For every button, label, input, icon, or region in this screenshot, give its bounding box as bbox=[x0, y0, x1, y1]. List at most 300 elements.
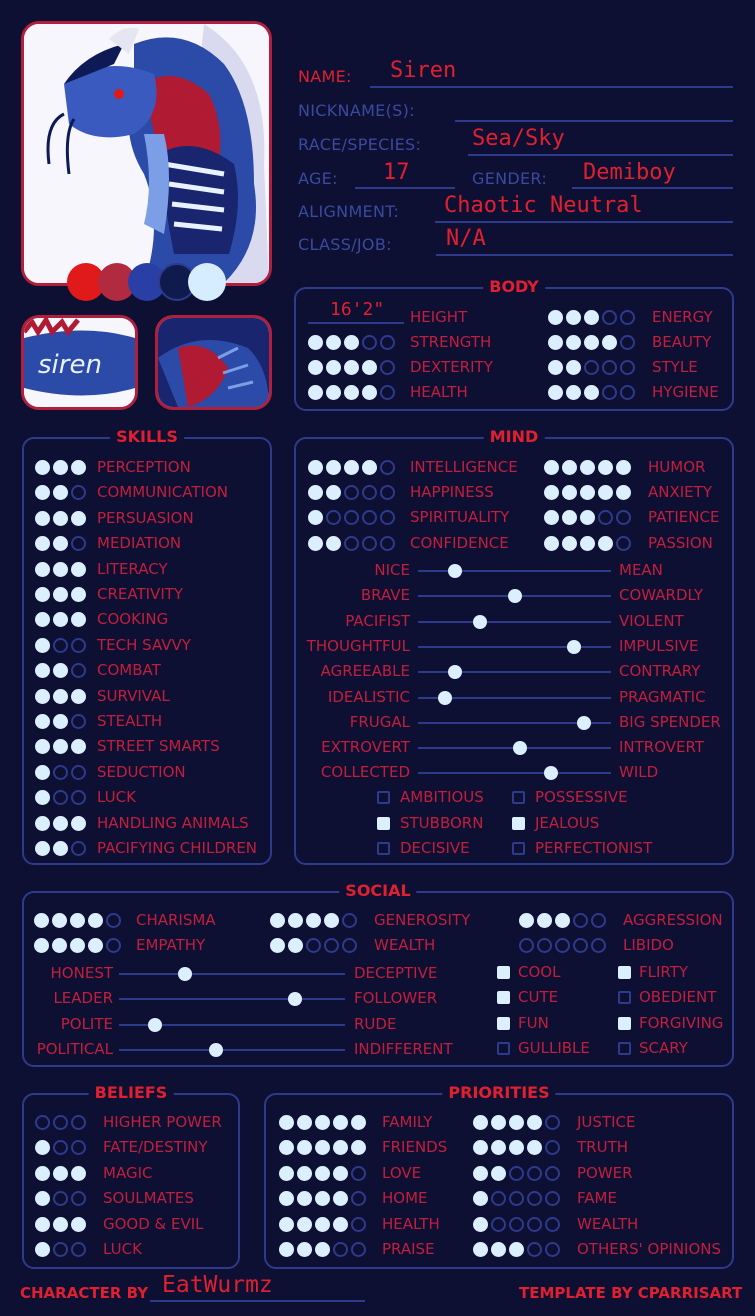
body-rating-style[interactable] bbox=[548, 360, 635, 375]
rating-dot[interactable] bbox=[53, 587, 68, 602]
rating-dot[interactable] bbox=[106, 938, 121, 953]
belief-rating-good-evil[interactable] bbox=[35, 1217, 86, 1232]
rating-dot[interactable] bbox=[598, 485, 613, 500]
rating-dot[interactable] bbox=[71, 536, 86, 551]
social-checkbox-flirty[interactable] bbox=[618, 966, 631, 979]
rating-dot[interactable] bbox=[509, 1140, 524, 1155]
rating-dot[interactable] bbox=[35, 460, 50, 475]
rating-dot[interactable] bbox=[70, 913, 85, 928]
rating-dot[interactable] bbox=[34, 913, 49, 928]
rating-dot[interactable] bbox=[380, 536, 395, 551]
rating-dot[interactable] bbox=[315, 1242, 330, 1257]
social-slider-track-political[interactable] bbox=[119, 1049, 345, 1051]
rating-dot[interactable] bbox=[53, 1115, 68, 1130]
rating-dot[interactable] bbox=[71, 485, 86, 500]
rating-dot[interactable] bbox=[53, 1242, 68, 1257]
priority-rating-love[interactable] bbox=[279, 1166, 366, 1181]
rating-dot[interactable] bbox=[308, 335, 323, 350]
rating-dot[interactable] bbox=[315, 1217, 330, 1232]
rating-dot[interactable] bbox=[71, 841, 86, 856]
rating-dot[interactable] bbox=[308, 536, 323, 551]
rating-dot[interactable] bbox=[344, 510, 359, 525]
priority-rating-truth[interactable] bbox=[473, 1140, 560, 1155]
rating-dot[interactable] bbox=[580, 510, 595, 525]
rating-dot[interactable] bbox=[562, 536, 577, 551]
slider-knob[interactable] bbox=[577, 716, 591, 730]
mind-slider-track-extrovert[interactable] bbox=[418, 747, 611, 749]
rating-dot[interactable] bbox=[580, 536, 595, 551]
rating-dot[interactable] bbox=[324, 913, 339, 928]
rating-dot[interactable] bbox=[326, 536, 341, 551]
rating-dot[interactable] bbox=[380, 510, 395, 525]
skill-rating-mediation[interactable] bbox=[35, 536, 86, 551]
rating-dot[interactable] bbox=[53, 485, 68, 500]
rating-dot[interactable] bbox=[509, 1115, 524, 1130]
rating-dot[interactable] bbox=[620, 310, 635, 325]
rating-dot[interactable] bbox=[308, 460, 323, 475]
rating-dot[interactable] bbox=[602, 385, 617, 400]
rating-dot[interactable] bbox=[544, 460, 559, 475]
rating-dot[interactable] bbox=[297, 1242, 312, 1257]
rating-dot[interactable] bbox=[35, 612, 50, 627]
social-checkbox-cool[interactable] bbox=[497, 966, 510, 979]
rating-dot[interactable] bbox=[580, 460, 595, 475]
rating-dot[interactable] bbox=[598, 460, 613, 475]
rating-dot[interactable] bbox=[315, 1115, 330, 1130]
rating-dot[interactable] bbox=[591, 938, 606, 953]
rating-dot[interactable] bbox=[545, 1140, 560, 1155]
rating-dot[interactable] bbox=[519, 913, 534, 928]
rating-dot[interactable] bbox=[71, 689, 86, 704]
belief-rating-fate-destiny[interactable] bbox=[35, 1140, 86, 1155]
mind-slider-track-collected[interactable] bbox=[418, 772, 611, 774]
rating-dot[interactable] bbox=[35, 765, 50, 780]
rating-dot[interactable] bbox=[566, 335, 581, 350]
checkbox-jealous[interactable] bbox=[512, 817, 525, 830]
rating-dot[interactable] bbox=[279, 1242, 294, 1257]
rating-dot[interactable] bbox=[491, 1115, 506, 1130]
priority-rating-wealth[interactable] bbox=[473, 1217, 560, 1232]
mind-rating-spirituality[interactable] bbox=[308, 510, 395, 525]
rating-dot[interactable] bbox=[53, 562, 68, 577]
skill-rating-literacy[interactable] bbox=[35, 562, 86, 577]
mind-slider-track-pacifist[interactable] bbox=[418, 621, 611, 623]
rating-dot[interactable] bbox=[351, 1115, 366, 1130]
rating-dot[interactable] bbox=[620, 385, 635, 400]
skill-rating-creativity[interactable] bbox=[35, 587, 86, 602]
body-rating-beauty[interactable] bbox=[548, 335, 635, 350]
social-checkbox-scary[interactable] bbox=[618, 1042, 631, 1055]
rating-dot[interactable] bbox=[297, 1217, 312, 1232]
rating-dot[interactable] bbox=[35, 841, 50, 856]
rating-dot[interactable] bbox=[333, 1166, 348, 1181]
rating-dot[interactable] bbox=[279, 1191, 294, 1206]
rating-dot[interactable] bbox=[351, 1140, 366, 1155]
rating-dot[interactable] bbox=[527, 1166, 542, 1181]
rating-dot[interactable] bbox=[326, 335, 341, 350]
priority-rating-friends[interactable] bbox=[279, 1140, 366, 1155]
skill-rating-handling-animals[interactable] bbox=[35, 816, 86, 831]
rating-dot[interactable] bbox=[71, 816, 86, 831]
rating-dot[interactable] bbox=[326, 385, 341, 400]
rating-dot[interactable] bbox=[35, 1242, 50, 1257]
mind-slider-track-thoughtful[interactable] bbox=[418, 646, 611, 648]
rating-dot[interactable] bbox=[380, 385, 395, 400]
rating-dot[interactable] bbox=[71, 714, 86, 729]
rating-dot[interactable] bbox=[279, 1115, 294, 1130]
social-checkbox-obedient[interactable] bbox=[618, 991, 631, 1004]
rating-dot[interactable] bbox=[544, 536, 559, 551]
rating-dot[interactable] bbox=[545, 1191, 560, 1206]
rating-dot[interactable] bbox=[380, 460, 395, 475]
rating-dot[interactable] bbox=[53, 790, 68, 805]
rating-dot[interactable] bbox=[53, 536, 68, 551]
rating-dot[interactable] bbox=[333, 1140, 348, 1155]
rating-dot[interactable] bbox=[491, 1166, 506, 1181]
rating-dot[interactable] bbox=[509, 1166, 524, 1181]
rating-dot[interactable] bbox=[297, 1140, 312, 1155]
rating-dot[interactable] bbox=[35, 816, 50, 831]
rating-dot[interactable] bbox=[545, 1217, 560, 1232]
rating-dot[interactable] bbox=[362, 335, 377, 350]
rating-dot[interactable] bbox=[308, 485, 323, 500]
rating-dot[interactable] bbox=[53, 1166, 68, 1181]
rating-dot[interactable] bbox=[35, 790, 50, 805]
rating-dot[interactable] bbox=[53, 460, 68, 475]
rating-dot[interactable] bbox=[519, 938, 534, 953]
mind-rating-happiness[interactable] bbox=[308, 485, 395, 500]
rating-dot[interactable] bbox=[53, 739, 68, 754]
rating-dot[interactable] bbox=[288, 938, 303, 953]
rating-dot[interactable] bbox=[344, 485, 359, 500]
rating-dot[interactable] bbox=[308, 510, 323, 525]
skill-rating-perception[interactable] bbox=[35, 460, 86, 475]
rating-dot[interactable] bbox=[584, 335, 599, 350]
body-rating-hygiene[interactable] bbox=[548, 385, 635, 400]
rating-dot[interactable] bbox=[308, 360, 323, 375]
rating-dot[interactable] bbox=[333, 1191, 348, 1206]
rating-dot[interactable] bbox=[333, 1115, 348, 1130]
rating-dot[interactable] bbox=[491, 1191, 506, 1206]
rating-dot[interactable] bbox=[362, 460, 377, 475]
rating-dot[interactable] bbox=[88, 913, 103, 928]
rating-dot[interactable] bbox=[362, 360, 377, 375]
rating-dot[interactable] bbox=[342, 938, 357, 953]
rating-dot[interactable] bbox=[584, 385, 599, 400]
rating-dot[interactable] bbox=[473, 1191, 488, 1206]
rating-dot[interactable] bbox=[344, 335, 359, 350]
rating-dot[interactable] bbox=[71, 1191, 86, 1206]
mind-rating-intelligence[interactable] bbox=[308, 460, 395, 475]
skill-rating-stealth[interactable] bbox=[35, 714, 86, 729]
priority-rating-praise[interactable] bbox=[279, 1242, 366, 1257]
body-rating-strength[interactable] bbox=[308, 335, 395, 350]
mind-slider-track-frugal[interactable] bbox=[418, 722, 611, 724]
rating-dot[interactable] bbox=[53, 1191, 68, 1206]
rating-dot[interactable] bbox=[53, 511, 68, 526]
rating-dot[interactable] bbox=[351, 1242, 366, 1257]
checkbox-ambitious[interactable] bbox=[377, 791, 390, 804]
rating-dot[interactable] bbox=[545, 1242, 560, 1257]
priority-rating-home[interactable] bbox=[279, 1191, 366, 1206]
rating-dot[interactable] bbox=[52, 913, 67, 928]
rating-dot[interactable] bbox=[297, 1191, 312, 1206]
rating-dot[interactable] bbox=[616, 510, 631, 525]
rating-dot[interactable] bbox=[279, 1140, 294, 1155]
skill-rating-seduction[interactable] bbox=[35, 765, 86, 780]
checkbox-possessive[interactable] bbox=[512, 791, 525, 804]
rating-dot[interactable] bbox=[70, 938, 85, 953]
rating-dot[interactable] bbox=[362, 510, 377, 525]
rating-dot[interactable] bbox=[35, 511, 50, 526]
rating-dot[interactable] bbox=[53, 765, 68, 780]
rating-dot[interactable] bbox=[270, 938, 285, 953]
rating-dot[interactable] bbox=[351, 1217, 366, 1232]
rating-dot[interactable] bbox=[620, 360, 635, 375]
priority-rating-fame[interactable] bbox=[473, 1191, 560, 1206]
rating-dot[interactable] bbox=[315, 1166, 330, 1181]
rating-dot[interactable] bbox=[71, 739, 86, 754]
slider-knob[interactable] bbox=[178, 967, 192, 981]
rating-dot[interactable] bbox=[52, 938, 67, 953]
rating-dot[interactable] bbox=[106, 913, 121, 928]
rating-dot[interactable] bbox=[88, 938, 103, 953]
rating-dot[interactable] bbox=[362, 536, 377, 551]
skill-rating-cooking[interactable] bbox=[35, 612, 86, 627]
social-checkbox-cute[interactable] bbox=[497, 991, 510, 1004]
rating-dot[interactable] bbox=[544, 485, 559, 500]
rating-dot[interactable] bbox=[297, 1115, 312, 1130]
belief-rating-magic[interactable] bbox=[35, 1166, 86, 1181]
checkbox-decisive[interactable] bbox=[377, 842, 390, 855]
priority-rating-others-opinions[interactable] bbox=[473, 1242, 560, 1257]
rating-dot[interactable] bbox=[315, 1140, 330, 1155]
rating-dot[interactable] bbox=[326, 510, 341, 525]
rating-dot[interactable] bbox=[380, 335, 395, 350]
social-rating-empathy[interactable] bbox=[34, 938, 121, 953]
social-checkbox-gullible[interactable] bbox=[497, 1042, 510, 1055]
social-slider-track-leader[interactable] bbox=[119, 998, 345, 1000]
mind-rating-patience[interactable] bbox=[544, 510, 631, 525]
rating-dot[interactable] bbox=[35, 638, 50, 653]
rating-dot[interactable] bbox=[71, 663, 86, 678]
rating-dot[interactable] bbox=[351, 1166, 366, 1181]
social-slider-track-honest[interactable] bbox=[119, 973, 345, 975]
rating-dot[interactable] bbox=[548, 385, 563, 400]
skill-rating-street-smarts[interactable] bbox=[35, 739, 86, 754]
social-rating-charisma[interactable] bbox=[34, 913, 121, 928]
rating-dot[interactable] bbox=[602, 360, 617, 375]
priority-rating-family[interactable] bbox=[279, 1115, 366, 1130]
rating-dot[interactable] bbox=[555, 938, 570, 953]
rating-dot[interactable] bbox=[584, 310, 599, 325]
body-rating-health[interactable] bbox=[308, 385, 395, 400]
rating-dot[interactable] bbox=[35, 689, 50, 704]
rating-dot[interactable] bbox=[35, 562, 50, 577]
rating-dot[interactable] bbox=[315, 1191, 330, 1206]
rating-dot[interactable] bbox=[566, 310, 581, 325]
rating-dot[interactable] bbox=[53, 714, 68, 729]
belief-rating-luck[interactable] bbox=[35, 1242, 86, 1257]
rating-dot[interactable] bbox=[53, 1217, 68, 1232]
rating-dot[interactable] bbox=[545, 1166, 560, 1181]
rating-dot[interactable] bbox=[509, 1217, 524, 1232]
body-rating-energy[interactable] bbox=[548, 310, 635, 325]
skill-rating-communication[interactable] bbox=[35, 485, 86, 500]
rating-dot[interactable] bbox=[584, 360, 599, 375]
rating-dot[interactable] bbox=[527, 1242, 542, 1257]
rating-dot[interactable] bbox=[566, 360, 581, 375]
rating-dot[interactable] bbox=[326, 485, 341, 500]
mind-slider-track-nice[interactable] bbox=[418, 570, 611, 572]
slider-knob[interactable] bbox=[473, 615, 487, 629]
rating-dot[interactable] bbox=[324, 938, 339, 953]
rating-dot[interactable] bbox=[71, 587, 86, 602]
rating-dot[interactable] bbox=[491, 1140, 506, 1155]
slider-knob[interactable] bbox=[448, 665, 462, 679]
checkbox-stubborn[interactable] bbox=[377, 817, 390, 830]
rating-dot[interactable] bbox=[71, 562, 86, 577]
rating-dot[interactable] bbox=[279, 1166, 294, 1181]
rating-dot[interactable] bbox=[362, 385, 377, 400]
rating-dot[interactable] bbox=[270, 913, 285, 928]
rating-dot[interactable] bbox=[548, 360, 563, 375]
rating-dot[interactable] bbox=[473, 1166, 488, 1181]
rating-dot[interactable] bbox=[473, 1140, 488, 1155]
social-checkbox-fun[interactable] bbox=[497, 1017, 510, 1030]
slider-knob[interactable] bbox=[508, 589, 522, 603]
checkbox-perfectionist[interactable] bbox=[512, 842, 525, 855]
rating-dot[interactable] bbox=[306, 913, 321, 928]
rating-dot[interactable] bbox=[71, 1217, 86, 1232]
rating-dot[interactable] bbox=[491, 1242, 506, 1257]
rating-dot[interactable] bbox=[342, 913, 357, 928]
rating-dot[interactable] bbox=[380, 360, 395, 375]
skill-rating-luck[interactable] bbox=[35, 790, 86, 805]
rating-dot[interactable] bbox=[288, 913, 303, 928]
rating-dot[interactable] bbox=[473, 1242, 488, 1257]
rating-dot[interactable] bbox=[598, 536, 613, 551]
skill-rating-survival[interactable] bbox=[35, 689, 86, 704]
rating-dot[interactable] bbox=[326, 360, 341, 375]
mind-slider-track-brave[interactable] bbox=[418, 595, 611, 597]
rating-dot[interactable] bbox=[71, 790, 86, 805]
mind-slider-track-idealistic[interactable] bbox=[418, 697, 611, 699]
rating-dot[interactable] bbox=[297, 1166, 312, 1181]
rating-dot[interactable] bbox=[598, 510, 613, 525]
rating-dot[interactable] bbox=[333, 1217, 348, 1232]
mind-slider-track-agreeable[interactable] bbox=[418, 671, 611, 673]
rating-dot[interactable] bbox=[602, 335, 617, 350]
rating-dot[interactable] bbox=[35, 1115, 50, 1130]
rating-dot[interactable] bbox=[279, 1217, 294, 1232]
rating-dot[interactable] bbox=[562, 510, 577, 525]
mind-rating-passion[interactable] bbox=[544, 536, 631, 551]
skill-rating-combat[interactable] bbox=[35, 663, 86, 678]
mind-rating-humor[interactable] bbox=[544, 460, 631, 475]
skill-rating-pacifying-children[interactable] bbox=[35, 841, 86, 856]
rating-dot[interactable] bbox=[53, 1140, 68, 1155]
social-slider-track-polite[interactable] bbox=[119, 1024, 345, 1026]
rating-dot[interactable] bbox=[562, 460, 577, 475]
mind-rating-anxiety[interactable] bbox=[544, 485, 631, 500]
skill-rating-persuasion[interactable] bbox=[35, 511, 86, 526]
rating-dot[interactable] bbox=[616, 460, 631, 475]
rating-dot[interactable] bbox=[344, 385, 359, 400]
rating-dot[interactable] bbox=[573, 913, 588, 928]
rating-dot[interactable] bbox=[71, 460, 86, 475]
rating-dot[interactable] bbox=[527, 1191, 542, 1206]
slider-knob[interactable] bbox=[148, 1018, 162, 1032]
rating-dot[interactable] bbox=[35, 714, 50, 729]
social-rating-libido[interactable] bbox=[519, 938, 606, 953]
rating-dot[interactable] bbox=[71, 1115, 86, 1130]
priority-rating-power[interactable] bbox=[473, 1166, 560, 1181]
rating-dot[interactable] bbox=[616, 536, 631, 551]
social-checkbox-forgiving[interactable] bbox=[618, 1017, 631, 1030]
rating-dot[interactable] bbox=[333, 1242, 348, 1257]
rating-dot[interactable] bbox=[35, 1191, 50, 1206]
rating-dot[interactable] bbox=[566, 385, 581, 400]
social-rating-generosity[interactable] bbox=[270, 913, 357, 928]
rating-dot[interactable] bbox=[544, 510, 559, 525]
rating-dot[interactable] bbox=[548, 335, 563, 350]
rating-dot[interactable] bbox=[545, 1115, 560, 1130]
body-rating-dexterity[interactable] bbox=[308, 360, 395, 375]
social-rating-aggression[interactable] bbox=[519, 913, 606, 928]
rating-dot[interactable] bbox=[53, 816, 68, 831]
rating-dot[interactable] bbox=[35, 1140, 50, 1155]
belief-rating-higher-power[interactable] bbox=[35, 1115, 86, 1130]
rating-dot[interactable] bbox=[35, 536, 50, 551]
rating-dot[interactable] bbox=[53, 841, 68, 856]
rating-dot[interactable] bbox=[35, 1166, 50, 1181]
rating-dot[interactable] bbox=[344, 360, 359, 375]
rating-dot[interactable] bbox=[53, 638, 68, 653]
rating-dot[interactable] bbox=[71, 638, 86, 653]
rating-dot[interactable] bbox=[71, 1140, 86, 1155]
rating-dot[interactable] bbox=[53, 612, 68, 627]
rating-dot[interactable] bbox=[509, 1242, 524, 1257]
rating-dot[interactable] bbox=[527, 1140, 542, 1155]
rating-dot[interactable] bbox=[573, 938, 588, 953]
rating-dot[interactable] bbox=[580, 485, 595, 500]
rating-dot[interactable] bbox=[491, 1217, 506, 1232]
rating-dot[interactable] bbox=[548, 310, 563, 325]
rating-dot[interactable] bbox=[509, 1191, 524, 1206]
rating-dot[interactable] bbox=[35, 1217, 50, 1232]
rating-dot[interactable] bbox=[71, 1242, 86, 1257]
rating-dot[interactable] bbox=[344, 536, 359, 551]
rating-dot[interactable] bbox=[555, 913, 570, 928]
skill-rating-tech-savvy[interactable] bbox=[35, 638, 86, 653]
rating-dot[interactable] bbox=[537, 938, 552, 953]
rating-dot[interactable] bbox=[602, 310, 617, 325]
rating-dot[interactable] bbox=[71, 1166, 86, 1181]
priority-rating-justice[interactable] bbox=[473, 1115, 560, 1130]
rating-dot[interactable] bbox=[537, 913, 552, 928]
priority-rating-health[interactable] bbox=[279, 1217, 366, 1232]
rating-dot[interactable] bbox=[71, 511, 86, 526]
rating-dot[interactable] bbox=[344, 460, 359, 475]
rating-dot[interactable] bbox=[362, 485, 377, 500]
rating-dot[interactable] bbox=[527, 1115, 542, 1130]
rating-dot[interactable] bbox=[591, 913, 606, 928]
rating-dot[interactable] bbox=[473, 1115, 488, 1130]
rating-dot[interactable] bbox=[71, 612, 86, 627]
rating-dot[interactable] bbox=[306, 938, 321, 953]
rating-dot[interactable] bbox=[34, 938, 49, 953]
